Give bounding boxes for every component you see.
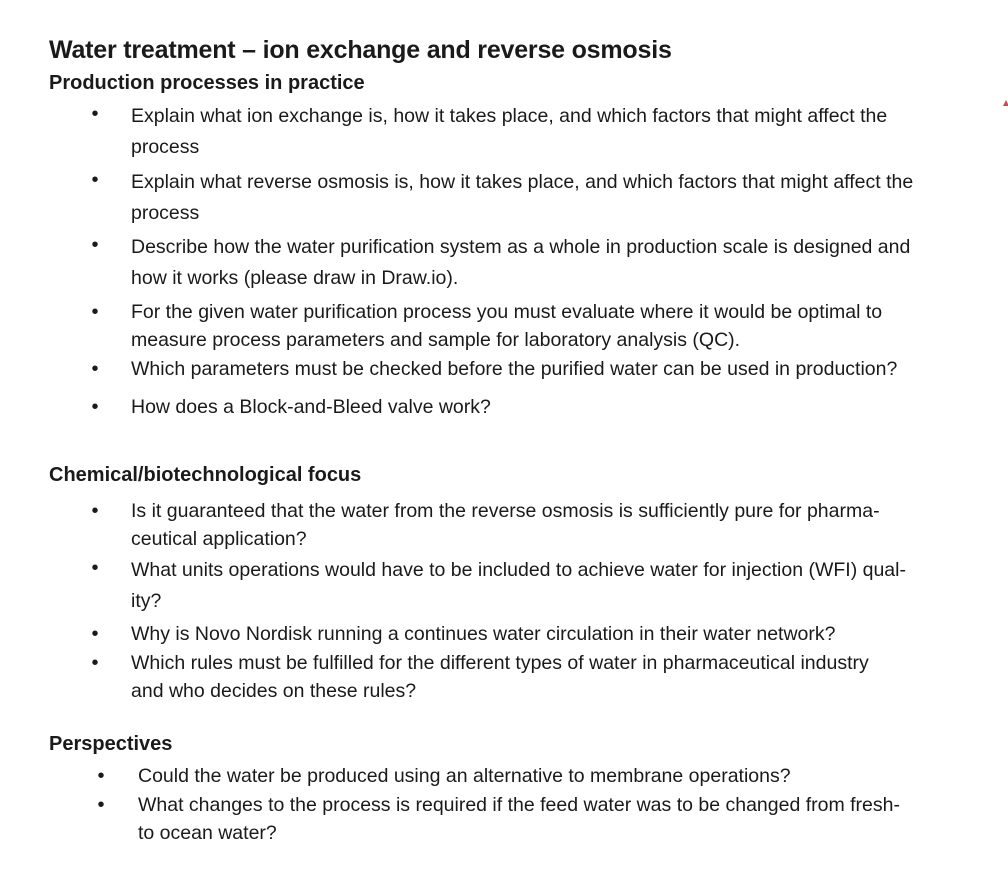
list-item-line: ceutical application? (131, 528, 307, 550)
bullet-icon: • (91, 301, 99, 323)
section-heading-chemical: Chemical/biotechnological focus (49, 464, 362, 486)
section-heading-perspectives: Perspectives (49, 733, 173, 755)
bullet-icon: • (91, 169, 99, 191)
list-item-line: and who decides on these rules? (131, 680, 417, 702)
list-item-line: Describe how the water purification system as a whole in production scale is designed and (131, 236, 911, 258)
bullet-icon: • (91, 500, 99, 522)
bullet-icon: • (91, 652, 99, 674)
bullet-icon: • (91, 234, 99, 256)
list-item-line: measure process parameters and sample for laboratory analysis (QC). (131, 329, 741, 351)
list-item-line: Which parameters must be checked before the purified water can be used in production? (131, 358, 898, 380)
bullet-icon: • (97, 794, 105, 816)
bullet-icon: • (97, 765, 105, 787)
bullet-icon: • (91, 358, 99, 380)
bullet-icon: • (91, 396, 99, 418)
list-item-line: process (131, 136, 200, 158)
list-item-text (131, 649, 991, 705)
list-item-text (138, 762, 998, 790)
list-item-text (131, 298, 991, 354)
list-item-line: What changes to the process is required if the feed water was to be changed from fresh- (138, 794, 900, 816)
list-item-line: Why is Novo Nordisk running a continues water circulation in their water network? (131, 623, 836, 645)
list-item-line: how it works (please draw in Draw.io). (131, 267, 459, 289)
list-item-text (131, 554, 991, 615)
section-heading-production: Production processes in practice (49, 72, 365, 94)
list-item-text (131, 166, 991, 227)
list-item-line: Which rules must be fulfilled for the different types of water in pharmaceutical industry (131, 652, 869, 674)
list-item-line: to ocean water? (138, 822, 277, 844)
list-item-line: process (131, 202, 200, 224)
list-item-line: Could the water be produced using an alternative to membrane operations? (138, 765, 791, 787)
list-item-text (131, 620, 991, 648)
list-item-text (131, 100, 991, 161)
bullet-icon: • (91, 103, 99, 125)
list-item-text (131, 231, 991, 292)
comment-marker-icon (1003, 100, 1008, 106)
list-item-line: How does a Block-and-Bleed valve work? (131, 396, 491, 418)
list-item-text (131, 497, 991, 553)
list-item-line: For the given water purification process you must evaluate where it would be optimal to (131, 301, 883, 323)
list-item-line: What units operations would have to be included to achieve water for injection (WFI) qual- (131, 559, 906, 581)
document-title: Water treatment – ion exchange and reverse osmosis (49, 36, 672, 64)
list-item-text (138, 791, 998, 847)
bullet-icon: • (91, 557, 99, 579)
bullet-icon: • (91, 623, 99, 645)
list-item-line: Explain what reverse osmosis is, how it takes place, and which factors that might affect the (131, 171, 914, 193)
list-item-text (131, 393, 991, 421)
list-item-line: ity? (131, 590, 162, 612)
list-item-text (131, 355, 991, 383)
list-item-line: Is it guaranteed that the water from the reverse osmosis is sufficiently pure for pharma- (131, 500, 880, 522)
list-item-line: Explain what ion exchange is, how it takes place, and which factors that might affect the (131, 105, 888, 127)
